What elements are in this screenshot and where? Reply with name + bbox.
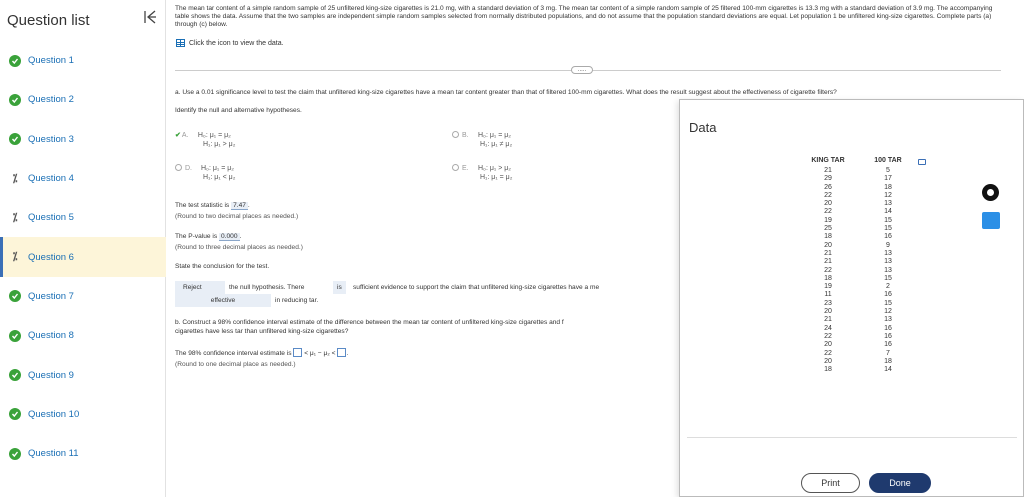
table-cell: 22 (824, 208, 832, 216)
sidebar-item-label: Question 1 (28, 55, 74, 67)
collapse-left-icon[interactable] (143, 10, 157, 28)
table-cell: 13 (884, 266, 892, 274)
question-list-sidebar (0, 0, 166, 497)
option-h0: H₀: μ₁ > μ₂ (478, 165, 511, 172)
sidebar-item-label: Question 10 (28, 408, 80, 420)
table-cell: 9 (886, 241, 890, 249)
expand-button[interactable]: ..... (571, 66, 593, 74)
column-header: KING TAR (811, 157, 845, 164)
ci-hint: (Round to one decimal place as needed.) (175, 361, 296, 368)
view-data-link[interactable] (176, 39, 284, 47)
option-h1: H₁: μ₁ < μ₂ (203, 174, 236, 181)
table-cell: 21 (824, 316, 832, 324)
table-cell: 15 (884, 274, 892, 282)
conclusion-tail-text: sufficient evidence to support the claim that unfiltered king-size cigarettes have a me (353, 284, 600, 291)
option-h1: H₁: μ₁ > μ₂ (203, 141, 236, 148)
option-letter: D. (185, 165, 192, 172)
problem-statement: The mean tar content of a simple random sample of 25 unfiltered king-size cigarettes is 21.0 mg, with a standard deviation of 3 mg. The mean tar content of a simple random sample of 25 filtered 100-mm cigarettes is 13.3 mg with a standard deviation of 3.9 mg. The accompanying table shows the data. Assume that the two samples are independent simple random samples selected from normally distributed populations, and do not assume that the population standard deviations are equal. Let population 1 be unfiltered king-size cigarettes. Complete parts (a) through (c) below. (175, 5, 993, 28)
table-cell: 19 (824, 216, 832, 224)
table-icon[interactable] (176, 39, 185, 47)
sidebar-item-label: Question 5 (28, 212, 74, 224)
print-button[interactable]: Print (801, 473, 860, 493)
table-cell: 11 (824, 291, 832, 299)
panel-divider (687, 437, 1017, 438)
table-cell: 16 (884, 332, 892, 340)
done-button[interactable]: Done (869, 473, 931, 493)
check-circle-icon (9, 330, 21, 342)
partial-credit-icon: ⁒ (12, 251, 18, 264)
option-h0: H₀: μ₁ = μ₂ (201, 165, 234, 172)
option-h0: H₀: μ₁ = μ₂ (478, 132, 511, 139)
option-b[interactable] (452, 131, 512, 149)
pvalue-answer[interactable]: 0.000 (221, 233, 238, 240)
table-cell: 19 (824, 283, 832, 291)
option-a[interactable] (175, 131, 235, 149)
sidebar-item-question-9[interactable] (0, 355, 166, 394)
partial-credit-icon: ⁒ (12, 172, 18, 185)
help-icon[interactable] (982, 184, 999, 201)
table-cell: 16 (884, 291, 892, 299)
sidebar-item-question-7[interactable] (0, 277, 166, 316)
test-statistic-prefix: The test statistic is (175, 202, 230, 209)
table-cell: 7 (886, 349, 890, 357)
test-statistic-answer[interactable]: 7.47 (233, 202, 246, 209)
ci-line: The 98% confidence interval estimate is < μ₁ − μ₂ < . (175, 350, 349, 357)
check-circle-icon (9, 448, 21, 460)
data-popup-title: Data (689, 120, 717, 135)
ci-upper-input[interactable] (337, 348, 346, 357)
table-cell: 15 (884, 216, 892, 224)
table-cell: 2 (886, 283, 890, 291)
pvalue-hint: (Round to three decimal places as needed.) (175, 244, 303, 251)
part-a-question: a. Use a 0.01 significance level to test the claim that unfiltered king-size cigarettes have a mean tar content greater than that of filtered 100-mm cigarettes. What does the result suggest about the effectiveness of cigarette filters? (175, 89, 837, 96)
test-statistic-hint: (Round to two decimal places as needed.) (175, 213, 299, 220)
help-icon-dot (987, 189, 994, 196)
check-circle-icon (9, 408, 21, 420)
partial-credit-icon: ⁒ (12, 211, 18, 224)
table-cell: 22 (824, 191, 832, 199)
table-cell: 21 (824, 258, 832, 266)
conclusion-block (175, 278, 655, 310)
table-cell: 22 (824, 332, 832, 340)
sidebar-item-question-10[interactable] (0, 395, 166, 434)
copy-icon[interactable] (918, 159, 926, 165)
sidebar-item-question-8[interactable] (0, 316, 166, 355)
table-cell: 26 (824, 183, 832, 191)
tar-100-column (866, 157, 910, 374)
option-letter: B. (462, 132, 469, 139)
sidebar-item-label: Question 8 (28, 330, 74, 342)
conclusion-end-text: in reducing tar. (275, 297, 319, 304)
table-cell: 25 (824, 225, 832, 233)
table-cell: 18 (884, 183, 892, 191)
option-d[interactable] (175, 164, 235, 182)
sidebar-item-question-2[interactable] (0, 80, 166, 119)
sidebar-item-label: Question 4 (28, 173, 74, 185)
ci-lower-input[interactable] (293, 348, 302, 357)
table-cell: 22 (824, 349, 832, 357)
part-b-question-2: cigarettes have less tar than unfiltered king-size cigarettes? (175, 328, 349, 335)
option-h0: H₀: μ₁ = μ₂ (197, 132, 231, 139)
sidebar-item-label: Question 7 (28, 290, 74, 302)
identify-hypotheses-label: Identify the null and alternative hypotheses. (175, 107, 302, 114)
table-cell: 24 (824, 324, 832, 332)
ci-mid: < μ₁ − μ₂ < (304, 350, 336, 357)
sidebar-item-question-5[interactable] (0, 198, 166, 237)
check-circle-icon (9, 290, 21, 302)
table-cell: 13 (884, 200, 892, 208)
chat-icon[interactable] (982, 212, 1000, 229)
column-header: 100 TAR (874, 157, 902, 164)
pvalue-prefix: The P-value is (175, 233, 218, 240)
conclusion-label: State the conclusion for the test. (175, 263, 270, 270)
part-b-question-1: b. Construct a 98% confidence interval estimate of the difference between the mean tar content of unfiltered king-size cigarettes and f (175, 319, 564, 326)
sidebar-item-label: Question 6 (28, 251, 74, 263)
table-cell: 16 (884, 341, 892, 349)
test-statistic-line: The test statistic is 7.47 . (175, 202, 250, 209)
table-cell: 20 (824, 341, 832, 349)
table-cell: 18 (824, 233, 832, 241)
option-letter: E. (462, 165, 469, 172)
table-cell: 22 (824, 266, 832, 274)
sidebar-item-label: Question 11 (28, 448, 79, 460)
table-cell: 20 (824, 241, 832, 249)
sidebar-item-question-6[interactable] (0, 237, 166, 276)
check-circle-icon (9, 55, 21, 67)
check-circle-icon (9, 369, 21, 381)
sidebar-item-question-1[interactable] (0, 41, 166, 80)
view-data-label: Click the icon to view the data. (189, 39, 284, 47)
sidebar-item-label: Question 9 (28, 369, 74, 381)
table-cell: 20 (824, 200, 832, 208)
decision-answer[interactable]: Reject (175, 281, 225, 294)
question-list (0, 41, 166, 473)
sidebar-item-label: Question 2 (28, 94, 74, 106)
table-cell: 17 (884, 175, 892, 183)
table-cell: 23 (824, 299, 832, 307)
radio-icon[interactable] (175, 164, 182, 171)
table-cell: 29 (824, 175, 832, 183)
table-cell: 12 (884, 191, 892, 199)
check-circle-icon (9, 94, 21, 106)
table-cell: 18 (884, 357, 892, 365)
table-cell: 5 (886, 167, 890, 174)
sidebar-item-question-4[interactable] (0, 159, 166, 198)
option-h1: H₁: μ₁ ≠ μ₂ (480, 141, 513, 148)
table-cell: 13 (884, 249, 892, 257)
ci-prefix: The 98% confidence interval estimate is (175, 350, 292, 357)
option-h1: H₁: μ₁ = μ₂ (480, 174, 513, 181)
table-cell: 14 (884, 208, 892, 216)
radio-icon[interactable] (452, 164, 459, 171)
conclusion-mid-text: the null hypothesis. There (229, 284, 305, 291)
table-cell: 21 (824, 167, 832, 174)
table-cell: 13 (884, 316, 892, 324)
table-cell: 20 (824, 308, 832, 316)
sidebar-title: Question list (7, 12, 90, 29)
sidebar-item-question-3[interactable] (0, 120, 166, 159)
effective-answer[interactable]: effective (175, 294, 271, 307)
table-cell: 20 (824, 357, 832, 365)
table-cell: 13 (884, 258, 892, 266)
table-cell: 12 (884, 308, 892, 316)
pvalue-line: The P-value is 0.000 . (175, 233, 242, 240)
sidebar-item-label: Question 3 (28, 133, 74, 145)
radio-icon[interactable] (452, 131, 459, 138)
sidebar-item-question-11[interactable] (0, 434, 166, 473)
data-popup (679, 99, 1024, 497)
option-letter: A. (181, 132, 189, 139)
table-cell: 15 (884, 299, 892, 307)
table-cell: 15 (884, 225, 892, 233)
table-cell: 18 (824, 366, 832, 374)
table-cell: 16 (884, 324, 892, 332)
table-cell: 18 (824, 274, 832, 282)
check-icon: ✔ (175, 132, 181, 139)
is-answer[interactable]: is (333, 281, 346, 294)
sidebar-header (0, 0, 165, 38)
table-cell: 21 (824, 249, 832, 257)
table-cell: 16 (884, 233, 892, 241)
king-tar-column (806, 157, 850, 374)
option-e[interactable] (452, 164, 512, 182)
check-circle-icon (9, 133, 21, 145)
table-cell: 14 (884, 366, 892, 374)
